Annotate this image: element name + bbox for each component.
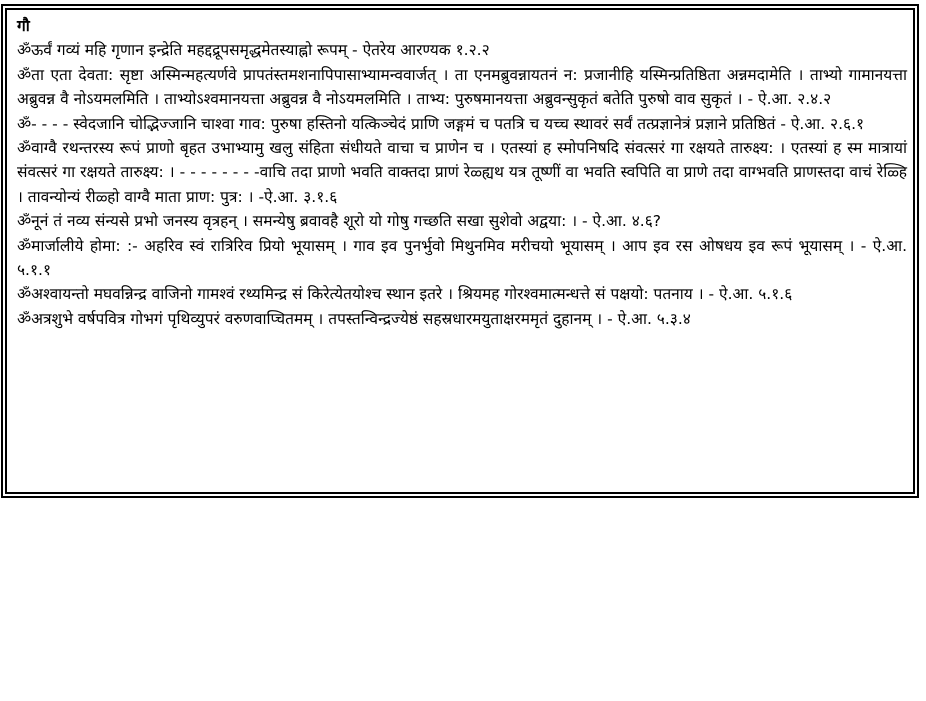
verse-aitareya-3-1-6: ॐवाग्वै रथन्तरस्य रूपं प्राणो बृहत उभाभ्यामु खलु संहिता संधीयते वाचा च प्राणेन च । एतस्यां ह स्मोपनिषदि संवत्सरं गा रक्षयते तारुक्ष्य: । एतस्यां ह स्म मात्रायां संवत्सरं गा रक्षयते तारुक्ष्य: । - - - - - - - -वाचि तदा प्राणो भवति वाक्तदा प्राणं रेळ्ह्यथ यत्र तूष्णीं वा भवति स्वपिति वा प्राणे तदा वाग्भवति प्राणस्तदा वाचं रेळ्हि । तावन्योन्यं रीळ्हो वाग्वै माता प्राण: पुत्र: । -ऐ.आ. ३.१.६ <box>17 139 907 206</box>
verse-aitareya-2-6-1: ॐ- - - - स्वेदजानि चोद्भिज्जानि चाश्वा गाव: पुरुषा हस्तिनो यत्किञ्चेदं प्राणि जङ्गमं च पतत्रि च यच्च स्थावरं सर्वं तत्प्रज्ञानेत्रं प्रज्ञाने प्रतिष्ठितं - ऐ.आ. २.६.१ <box>17 114 865 133</box>
verse-aitareya-5-1-6: ॐअश्वायन्तो मघवन्निन्द्र वाजिनो गामश्वं रथ्यमिन्द्र सं किरेत्येतयोश्च स्थान इतरे । श्रियमह गोरश्वमात्मन्धत्ते सं पक्षयो: पतनाय । - ऐ.आ. ५.१.६ <box>17 285 793 304</box>
verse-aitareya-4-6: ॐनूनं तं नव्य संन्यसे प्रभो जनस्य वृत्रहन् । समन्येषु ब्रवावहै शूरो यो गोषु गच्छति सखा सुशेवो अद्वया: । - ऐ.आ. ४.६? <box>17 212 662 231</box>
verse-aitareya-2-4-2: ॐता एता देवता: सृष्टा अस्मिन्महत्यर्णवे प्रापतंस्तमशनापिपासाभ्यामन्ववार्जत् । ता एनमब्रुवन्नायतनं न: प्रजानीहि यस्मिन्प्रतिष्ठिता अन्नमदामेति । ताभ्यो गामानयत्ता अब्रुवन्न वै नोऽयमलमिति । ताभ्योऽश्वमानयत्ता अब्रुवन्न वै नोऽयमलमिति । ताभ्य: पुरुषमानयत्ता अब्रुवन्सुकृतं बतेति पुरुषो वाव सुकृतं । - ऐ.आ. २.४.२ <box>17 65 907 109</box>
verse-aitareya-5-3-4: ॐअत्रशुभे वर्षपवित्र गोभगं पृथिव्युपरं वरुणवाप्चितमम् । तपस्तन्विन्द्रज्येष्ठं सहस्रधारमयुताक्षरममृतं दुहानम् । - ऐ.आ. ५.३.४ <box>17 309 691 328</box>
document-title: गौ <box>17 17 30 35</box>
document-outer-border <box>1 4 919 498</box>
verse-aitareya-5-1-1: ॐमार्जालीये होमा: :- अहरिव स्वं रात्रिरिव प्रियो भूयासम् । गाव इव पुनर्भुवो मिथुनमिव मरीचयो भूयासम् । आप इव रस ओषधय इव रूपं भूयासम् । - ऐ.आ. ५.१.१ <box>17 236 907 280</box>
verse-aitareya-1-2-2: ॐऊर्वं गव्यं महि गृणान इन्द्रेति महद्दद्रूपसमृद्धमेतस्याह्नो रूपम् - ऐतरेय आरण्यक १.२.२ <box>17 41 490 60</box>
document-inner-border <box>5 8 915 494</box>
